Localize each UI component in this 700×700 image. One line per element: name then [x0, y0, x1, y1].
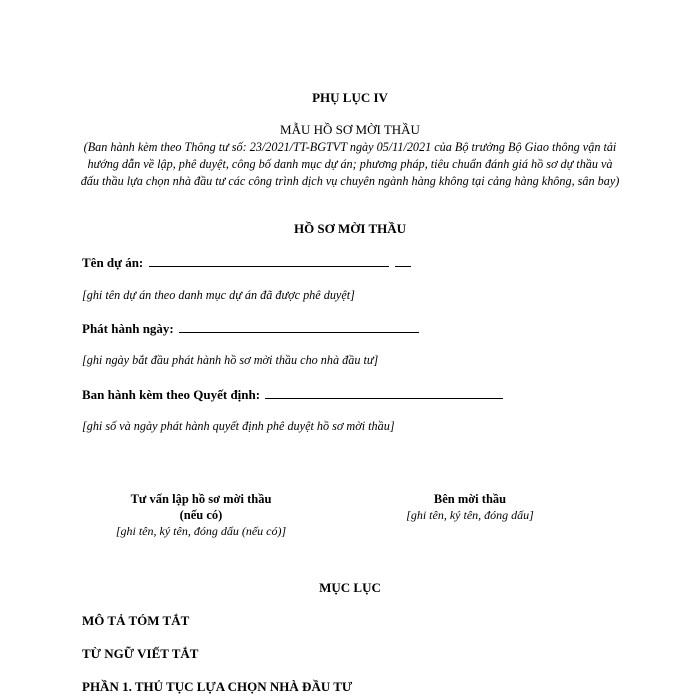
project-name-blank [149, 255, 389, 267]
inviter-title: Bên mời thầu [433, 492, 507, 506]
issue-date-label: Phát hành ngày: [82, 321, 174, 336]
inviter-signature-block [380, 491, 560, 523]
document-title: HỒ SƠ MỜI THẦU [293, 221, 407, 236]
toc-heading: MỤC LỤC [319, 580, 381, 595]
decision-hint: [ghi số và ngày phát hành quyết định phê duyệt hồ sơ mời thầu] [82, 419, 395, 433]
consultant-signature-block [96, 491, 306, 539]
toc-item[interactable]: PHẦN 1. THỦ TỤC LỰA CHỌN NHÀ ĐẦU TƯ [82, 679, 353, 694]
issue-date-blank [179, 321, 419, 333]
issue-date-hint: [ghi ngày bắt đầu phát hành hồ sơ mời thầu cho nhà đầu tư] [82, 353, 379, 367]
consultant-title-optional: (nếu có) [179, 508, 223, 522]
issue-date-field [82, 321, 419, 337]
appendix-heading: PHỤ LỤC IV [312, 90, 388, 105]
toc-item[interactable]: MÔ TẢ TÓM TẮT [82, 613, 190, 628]
project-name-blank-tail [395, 255, 411, 267]
consultant-sign-note: [ghi tên, ký tên, đóng dấu (nếu có)] [115, 524, 287, 538]
project-name-field [82, 255, 411, 271]
form-name: MẪU HỒ SƠ MỜI THẦU [280, 122, 420, 137]
consultant-title: Tư vấn lập hồ sơ mời thầu [130, 492, 272, 506]
decision-label: Ban hành kèm theo Quyết định: [82, 387, 261, 402]
project-name-label: Tên dự án: [82, 255, 144, 270]
decision-field [82, 387, 503, 403]
decision-blank [265, 387, 503, 399]
issued-with-note: (Ban hành kèm theo Thông tư số: 23/2021/TT-BGTVT ngày 05/11/2021 của Bộ trưởng Bộ Giao thông vận tải hướng dẫn về lập, phê duyệt, công bố danh mục dự án; phương pháp, tiêu chuẩn đánh giá hồ sơ dự thầu và đấu thầu lựa chọn nhà đầu tư các công trình dịch vụ chuyên ngành hàng không tại cảng hàng không, sân bay) [80, 140, 620, 188]
toc-item[interactable]: TỪ NGỮ VIẾT TẮT [82, 646, 199, 661]
inviter-sign-note: [ghi tên, ký tên, đóng dấu] [406, 508, 534, 522]
project-name-hint: [ghi tên dự án theo danh mục dự án đã được phê duyệt] [82, 288, 355, 302]
